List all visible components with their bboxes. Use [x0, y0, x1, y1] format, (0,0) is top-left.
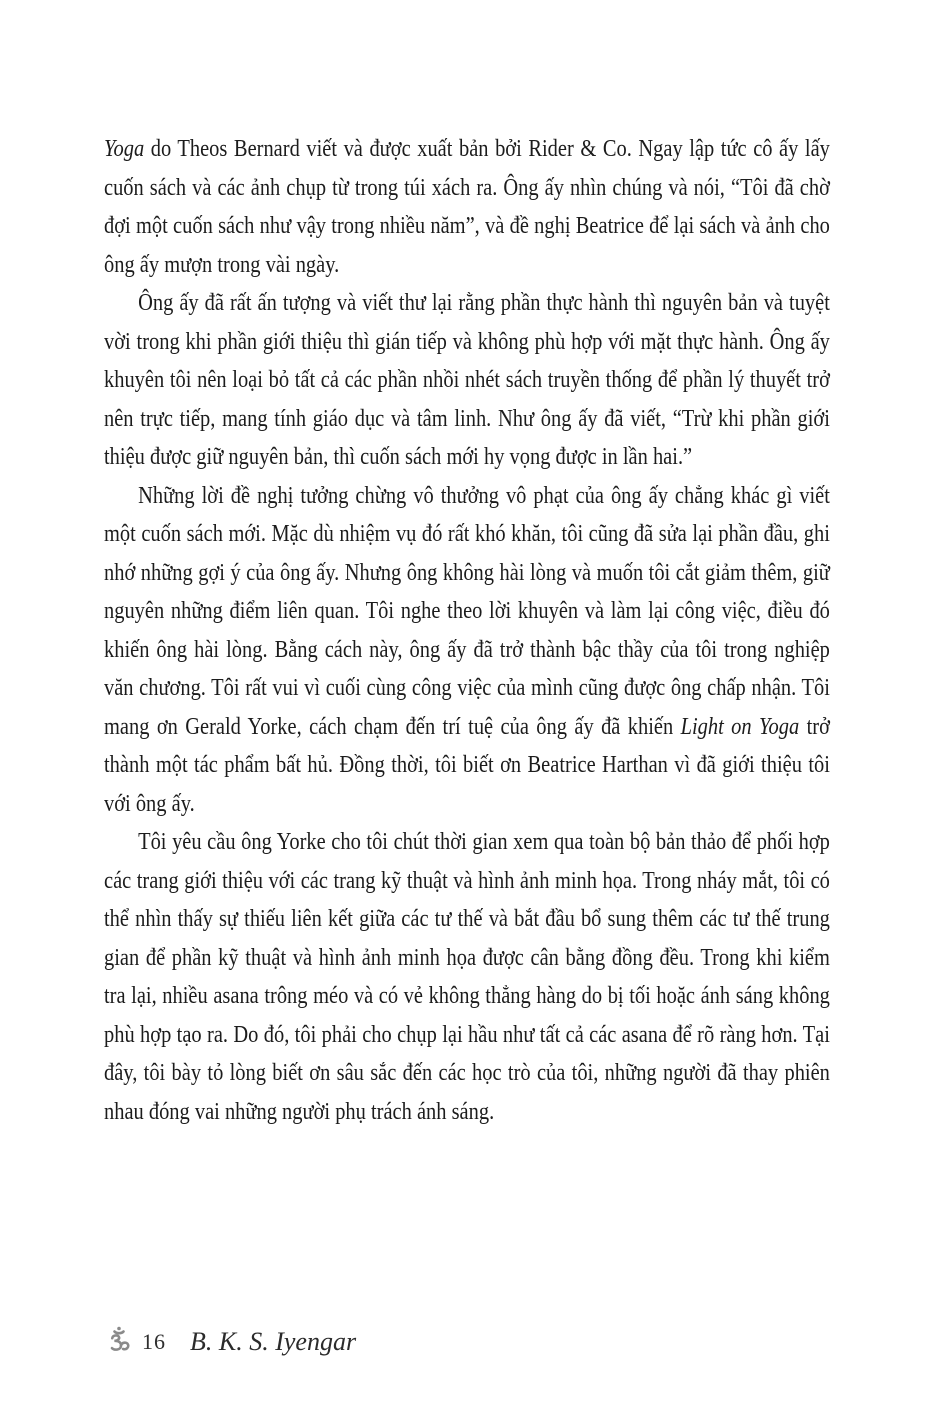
- text-block: [104, 130, 830, 1131]
- body-text: do Theos Bernard viết và được xuất bản bởi Rider & Co. Ngay lập tức cô ấy lấy cuốn sách và các ảnh chụp từ trong túi xách ra. Ông ấy nhìn chúng và nói, “Tôi đã chờ đợi một cuốn sách như vậy trong nhiều năm”, và đề nghị Beatrice để lại sách và ảnh cho ông ấy mượn trong vài ngày.: [104, 136, 830, 278]
- author-name: B. K. S. Iyengar: [190, 1327, 357, 1356]
- body-text: Ông ấy đã rất ấn tượng và viết thư lại rằng phần thực hành thì nguyên bản và tuyệt vời trong khi phần giới thiệu thì gián tiếp và không phù hợp với mặt thực hành. Ông ấy khuyên tôi nên loại bỏ tất cả các phần nhồi nhét sách truyền thống để phần lý thuyết trở nên trực tiếp, mang tính giáo dục và tâm linh. Như ông ấy đã viết, “Trừ khi phần giới thiệu được giữ nguyên bản, thì cuốn sách mới hy vọng được in lần hai.”: [104, 290, 830, 470]
- italic-text: Light on Yoga: [680, 713, 800, 740]
- paragraph: [104, 823, 830, 1131]
- page-footer: [103, 1322, 356, 1362]
- italic-text: Yoga: [104, 136, 145, 162]
- paragraph: [104, 130, 830, 284]
- body-text: Tôi yêu cầu ông Yorke cho tôi chút thời gian xem qua toàn bộ bản thảo để phối hợp các trang giới thiệu với các trang kỹ thuật và hình ảnh minh họa. Trong nháy mắt, tôi có thể nhìn thấy sự thiếu liên kết giữa các tư thế và bắt đầu bổ sung thêm các tư thế trung gian để phần kỹ thuật và hình ảnh minh họa được cân bằng đồng đều. Trong khi kiểm tra lại, nhiều asana trông méo và có vẻ không thẳng hàng do bị tối hoặc ánh sáng không phù hợp tạo ra. Do đó, tôi phải cho chụp lại hầu như tất cả các asana để rõ ràng hơn. Tại đây, tôi bày tỏ lòng biết ơn sâu sắc đến các học trò của tôi, những người đã thay phiên nhau đóng vai những người phụ trách ánh sáng.: [104, 829, 830, 1125]
- paragraph: [104, 477, 830, 824]
- om-icon: [103, 1325, 135, 1359]
- body-text: Những lời đề nghị tưởng chừng vô thưởng vô phạt của ông ấy chẳng khác gì viết một cuốn sách mới. Mặc dù nhiệm vụ đó rất khó khăn, tôi cũng đã sửa lại phần đầu, ghi nhớ những gợi ý của ông ấy. Nhưng ông không hài lòng và muốn tôi cắt giảm thêm, giữ nguyên những điểm liên quan. Tôi nghe theo lời khuyên và làm lại công việc, điều đó khiến ông hài lòng. Bằng cách này, ông ấy đã trở thành bậc thầy của tôi trong nghiệp văn chương. Tôi rất vui vì cuối cùng công việc của mình cũng được ông chấp nhận. Tôi mang ơn Gerald Yorke, cách chạm đến trí tuệ của ông ấy đã khiến: [104, 482, 830, 740]
- page-number: 16: [142, 1329, 166, 1354]
- body-text: trở thành một tác phẩm bất hủ. Đồng thời, tôi biết ơn Beatrice Harthan vì đã giới thiệu tôi với ông ấy.: [104, 713, 830, 817]
- paragraph: [104, 284, 830, 477]
